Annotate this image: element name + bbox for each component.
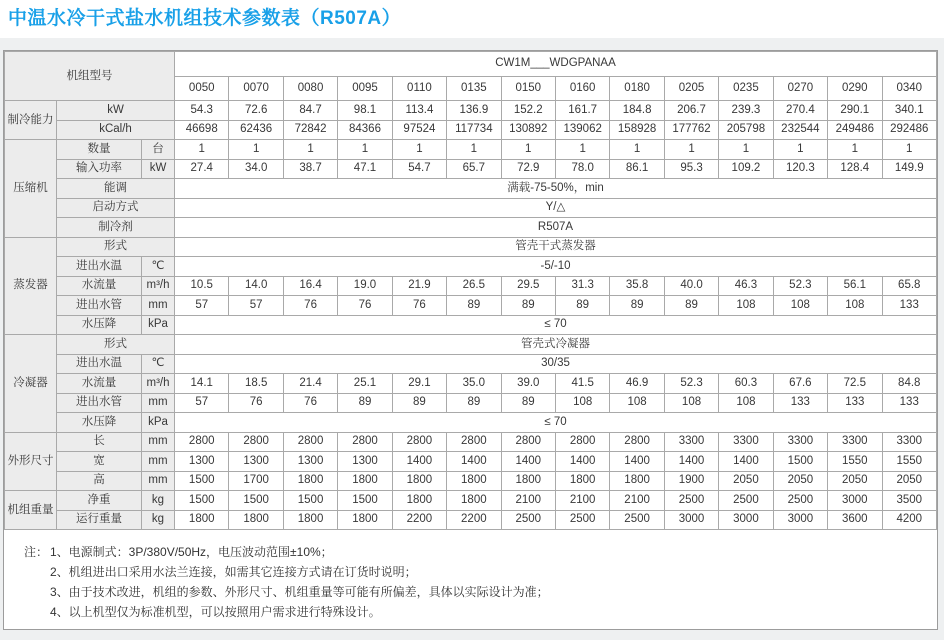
value-cell: 249486 — [828, 120, 882, 140]
value-cell: 1 — [719, 140, 773, 160]
value-cell: 2200 — [447, 510, 501, 530]
unit-cell: kg — [142, 491, 175, 511]
unit-cell: mm — [142, 296, 175, 316]
label-cell: 启动方式 — [57, 198, 175, 218]
value-cell: 2800 — [175, 432, 229, 452]
value-cell: 1400 — [392, 452, 446, 472]
value-cell: 18.5 — [229, 374, 283, 394]
value-cell: 76 — [229, 393, 283, 413]
value-cell: 1800 — [447, 491, 501, 511]
value-cell: 2100 — [501, 491, 555, 511]
model-number-cell: 0235 — [719, 76, 773, 101]
value-cell: 89 — [501, 393, 555, 413]
value-cell: 14.1 — [175, 374, 229, 394]
value-cell: 41.5 — [555, 374, 609, 394]
note-line — [24, 542, 927, 562]
value-cell: 65.7 — [447, 159, 501, 179]
value-cell: 52.3 — [773, 276, 827, 296]
value-cell: 1 — [610, 140, 664, 160]
group-cell: 机组重量 — [5, 491, 57, 530]
value-cell: 1400 — [447, 452, 501, 472]
value-cell: 29.1 — [392, 374, 446, 394]
label-cell: 长 — [57, 432, 142, 452]
table-row — [5, 432, 937, 452]
value-cell: 3000 — [719, 510, 773, 530]
table-row — [5, 198, 937, 218]
value-cell: 2800 — [501, 432, 555, 452]
value-cell: 72.6 — [229, 101, 283, 121]
value-cell: 1 — [555, 140, 609, 160]
value-cell: 46698 — [175, 120, 229, 140]
value-cell: 26.5 — [447, 276, 501, 296]
value-cell: 2500 — [555, 510, 609, 530]
label-cell: 制冷剂 — [57, 218, 175, 238]
value-cell: 1 — [664, 140, 718, 160]
value-cell: 2500 — [719, 491, 773, 511]
value-cell: 108 — [610, 393, 664, 413]
model-number-cell: 0070 — [229, 76, 283, 101]
value-cell: 35.0 — [447, 374, 501, 394]
value-cell: 52.3 — [664, 374, 718, 394]
value-cell: 47.1 — [338, 159, 392, 179]
merged-value-cell: ≤ 70 — [175, 413, 937, 433]
label-cell: 进出水管 — [57, 393, 142, 413]
value-cell: 1500 — [229, 491, 283, 511]
value-cell: 177762 — [664, 120, 718, 140]
page-title: 中温水冷干式盐水机组技术参数表（R507A） — [8, 8, 402, 29]
label-cell: kCal/h — [57, 120, 175, 140]
unit-cell: kW — [142, 159, 175, 179]
value-cell: 3000 — [664, 510, 718, 530]
value-cell: 1800 — [338, 471, 392, 491]
value-cell: 2050 — [719, 471, 773, 491]
value-cell: 133 — [882, 296, 937, 316]
value-cell: 97524 — [392, 120, 446, 140]
value-cell: 340.1 — [882, 101, 937, 121]
value-cell: 1 — [501, 140, 555, 160]
table-row — [5, 179, 937, 199]
model-number-cell: 0270 — [773, 76, 827, 101]
value-cell: 1800 — [392, 471, 446, 491]
value-cell: 1 — [447, 140, 501, 160]
value-cell: 89 — [610, 296, 664, 316]
label-cell: 净重 — [57, 491, 142, 511]
value-cell: 86.1 — [610, 159, 664, 179]
value-cell: 133 — [773, 393, 827, 413]
value-cell: 1800 — [229, 510, 283, 530]
value-cell: 3300 — [828, 432, 882, 452]
value-cell: 113.4 — [392, 101, 446, 121]
table-row — [5, 452, 937, 472]
label-cell: 水压降 — [57, 315, 142, 335]
value-cell: 46.3 — [719, 276, 773, 296]
value-cell: 149.9 — [882, 159, 937, 179]
value-cell: 161.7 — [555, 101, 609, 121]
value-cell: 120.3 — [773, 159, 827, 179]
value-cell: 2500 — [773, 491, 827, 511]
value-cell: 2800 — [610, 432, 664, 452]
model-number-cell: 0135 — [447, 76, 501, 101]
value-cell: 1300 — [175, 452, 229, 472]
label-cell: 水流量 — [57, 374, 142, 394]
value-cell: 1500 — [175, 471, 229, 491]
model-number-cell: 0050 — [175, 76, 229, 101]
table-row — [5, 491, 937, 511]
table-row — [5, 159, 937, 179]
value-cell: 1 — [175, 140, 229, 160]
value-cell: 2800 — [392, 432, 446, 452]
value-cell: 232544 — [773, 120, 827, 140]
label-cell: 形式 — [57, 335, 175, 355]
series-name-cell: CW1M___WDGPANAA — [175, 52, 937, 77]
note-text: 1、电源制式：3P/380V/50Hz，电压波动范围±10%； — [50, 545, 333, 559]
value-cell: 10.5 — [175, 276, 229, 296]
merged-value-cell: 30/35 — [175, 354, 937, 374]
table-row — [5, 257, 937, 277]
value-cell: 1900 — [664, 471, 718, 491]
value-cell: 108 — [555, 393, 609, 413]
value-cell: 3300 — [719, 432, 773, 452]
value-cell: 89 — [664, 296, 718, 316]
notes-block — [4, 530, 937, 622]
table-row — [5, 510, 937, 530]
note-line: 2、机组进出口采用水法兰连接，如需其它连接方式请在订货时说明； — [50, 565, 417, 579]
value-cell: 84.8 — [882, 374, 937, 394]
value-cell: 108 — [664, 393, 718, 413]
value-cell: 3300 — [664, 432, 718, 452]
unit-cell: kPa — [142, 315, 175, 335]
value-cell: 1800 — [283, 510, 337, 530]
label-cell: 宽 — [57, 452, 142, 472]
value-cell: 89 — [338, 393, 392, 413]
value-cell: 98.1 — [338, 101, 392, 121]
value-cell: 57 — [229, 296, 283, 316]
value-cell: 54.3 — [175, 101, 229, 121]
value-cell: 239.3 — [719, 101, 773, 121]
value-cell: 2500 — [610, 510, 664, 530]
value-cell: 117734 — [447, 120, 501, 140]
merged-value-cell: -5/-10 — [175, 257, 937, 277]
value-cell: 3500 — [882, 491, 937, 511]
value-cell: 206.7 — [664, 101, 718, 121]
value-cell: 3300 — [773, 432, 827, 452]
model-header-cell: 机组型号 — [5, 52, 175, 101]
value-cell: 1500 — [773, 452, 827, 472]
model-number-cell: 0205 — [664, 76, 718, 101]
value-cell: 270.4 — [773, 101, 827, 121]
value-cell: 16.4 — [283, 276, 337, 296]
model-number-cell: 0095 — [338, 76, 392, 101]
merged-value-cell: 管壳式冷凝器 — [175, 335, 937, 355]
value-cell: 2800 — [555, 432, 609, 452]
value-cell: 1800 — [175, 510, 229, 530]
value-cell: 2100 — [555, 491, 609, 511]
value-cell: 84.7 — [283, 101, 337, 121]
table-row — [5, 393, 937, 413]
value-cell: 2200 — [392, 510, 446, 530]
value-cell: 31.3 — [555, 276, 609, 296]
table-row — [5, 354, 937, 374]
label-cell: 水压降 — [57, 413, 142, 433]
value-cell: 133 — [828, 393, 882, 413]
value-cell: 57 — [175, 296, 229, 316]
table-row — [5, 101, 937, 121]
table-row — [5, 276, 937, 296]
value-cell: 89 — [447, 296, 501, 316]
value-cell: 1400 — [555, 452, 609, 472]
value-cell: 3300 — [882, 432, 937, 452]
value-cell: 1800 — [555, 471, 609, 491]
group-cell: 蒸发器 — [5, 237, 57, 335]
value-cell: 2050 — [773, 471, 827, 491]
value-cell: 152.2 — [501, 101, 555, 121]
value-cell: 108 — [719, 393, 773, 413]
value-cell: 130892 — [501, 120, 555, 140]
value-cell: 2050 — [882, 471, 937, 491]
table-row — [5, 120, 937, 140]
value-cell: 2800 — [283, 432, 337, 452]
value-cell: 60.3 — [719, 374, 773, 394]
label-cell: 运行重量 — [57, 510, 142, 530]
value-cell: 290.1 — [828, 101, 882, 121]
value-cell: 4200 — [882, 510, 937, 530]
value-cell: 3000 — [828, 491, 882, 511]
value-cell: 1 — [338, 140, 392, 160]
value-cell: 1500 — [338, 491, 392, 511]
table-row — [5, 374, 937, 394]
label-cell: 进出水管 — [57, 296, 142, 316]
value-cell: 72.5 — [828, 374, 882, 394]
value-cell: 29.5 — [501, 276, 555, 296]
value-cell: 108 — [828, 296, 882, 316]
merged-value-cell: Y/△ — [175, 198, 937, 218]
value-cell: 292486 — [882, 120, 937, 140]
spec-table — [4, 51, 937, 530]
value-cell: 27.4 — [175, 159, 229, 179]
value-cell: 89 — [501, 296, 555, 316]
table-row — [5, 218, 937, 238]
value-cell: 1400 — [664, 452, 718, 472]
value-cell: 2800 — [229, 432, 283, 452]
value-cell: 62436 — [229, 120, 283, 140]
value-cell: 158928 — [610, 120, 664, 140]
value-cell: 21.9 — [392, 276, 446, 296]
group-cell: 冷凝器 — [5, 335, 57, 433]
group-cell: 制冷能力 — [5, 101, 57, 140]
value-cell: 1400 — [610, 452, 664, 472]
table-row — [5, 413, 937, 433]
value-cell: 25.1 — [338, 374, 392, 394]
unit-cell: mm — [142, 432, 175, 452]
value-cell: 72842 — [283, 120, 337, 140]
value-cell: 1800 — [338, 510, 392, 530]
value-cell: 40.0 — [664, 276, 718, 296]
value-cell: 84366 — [338, 120, 392, 140]
value-cell: 2500 — [501, 510, 555, 530]
value-cell: 2050 — [828, 471, 882, 491]
value-cell: 3000 — [773, 510, 827, 530]
value-cell: 136.9 — [447, 101, 501, 121]
label-cell: kW — [57, 101, 175, 121]
merged-value-cell: 管壳干式蒸发器 — [175, 237, 937, 257]
value-cell: 1800 — [501, 471, 555, 491]
value-cell: 65.8 — [882, 276, 937, 296]
value-cell: 1500 — [175, 491, 229, 511]
value-cell: 133 — [882, 393, 937, 413]
label-cell: 进出水温 — [57, 354, 142, 374]
value-cell: 205798 — [719, 120, 773, 140]
table-row — [5, 335, 937, 355]
value-cell: 89 — [447, 393, 501, 413]
value-cell: 21.4 — [283, 374, 337, 394]
model-number-cell: 0290 — [828, 76, 882, 101]
value-cell: 89 — [392, 393, 446, 413]
value-cell: 1800 — [283, 471, 337, 491]
value-cell: 1500 — [283, 491, 337, 511]
value-cell: 108 — [719, 296, 773, 316]
value-cell: 1400 — [501, 452, 555, 472]
value-cell: 1300 — [338, 452, 392, 472]
value-cell: 2800 — [447, 432, 501, 452]
unit-cell: ℃ — [142, 354, 175, 374]
note-line: 4、以上机型仅为标准机型，可以按照用户需求进行特殊设计。 — [50, 605, 381, 619]
value-cell: 109.2 — [719, 159, 773, 179]
unit-cell: m³/h — [142, 374, 175, 394]
label-cell: 数量 — [57, 140, 142, 160]
value-cell: 72.9 — [501, 159, 555, 179]
unit-cell: mm — [142, 471, 175, 491]
unit-cell: 台 — [142, 140, 175, 160]
value-cell: 54.7 — [392, 159, 446, 179]
label-cell: 能调 — [57, 179, 175, 199]
label-cell: 进出水温 — [57, 257, 142, 277]
unit-cell: kPa — [142, 413, 175, 433]
value-cell: 1300 — [229, 452, 283, 472]
value-cell: 67.6 — [773, 374, 827, 394]
merged-value-cell: ≤ 70 — [175, 315, 937, 335]
unit-cell: ℃ — [142, 257, 175, 277]
merged-value-cell: 满载-75-50%，min — [175, 179, 937, 199]
value-cell: 56.1 — [828, 276, 882, 296]
value-cell: 38.7 — [283, 159, 337, 179]
value-cell: 46.9 — [610, 374, 664, 394]
value-cell: 1 — [229, 140, 283, 160]
label-cell: 高 — [57, 471, 142, 491]
table-row — [5, 315, 937, 335]
value-cell: 1300 — [283, 452, 337, 472]
value-cell: 95.3 — [664, 159, 718, 179]
value-cell: 108 — [773, 296, 827, 316]
value-cell: 35.8 — [610, 276, 664, 296]
value-cell: 3600 — [828, 510, 882, 530]
value-cell: 1800 — [392, 491, 446, 511]
value-cell: 14.0 — [229, 276, 283, 296]
value-cell: 1400 — [719, 452, 773, 472]
unit-cell: mm — [142, 393, 175, 413]
label-cell: 水流量 — [57, 276, 142, 296]
value-cell: 57 — [175, 393, 229, 413]
value-cell: 1 — [283, 140, 337, 160]
value-cell: 1700 — [229, 471, 283, 491]
label-cell: 输入功率 — [57, 159, 142, 179]
value-cell: 184.8 — [610, 101, 664, 121]
value-cell: 1 — [773, 140, 827, 160]
value-cell: 76 — [283, 296, 337, 316]
spec-panel — [3, 50, 938, 630]
group-cell: 外形尺寸 — [5, 432, 57, 491]
value-cell: 1550 — [882, 452, 937, 472]
value-cell: 76 — [338, 296, 392, 316]
table-row — [5, 237, 937, 257]
value-cell: 2800 — [338, 432, 392, 452]
unit-cell: mm — [142, 452, 175, 472]
value-cell: 76 — [283, 393, 337, 413]
value-cell: 1 — [828, 140, 882, 160]
value-cell: 139062 — [555, 120, 609, 140]
unit-cell: m³/h — [142, 276, 175, 296]
group-cell: 压缩机 — [5, 140, 57, 238]
value-cell: 1800 — [610, 471, 664, 491]
value-cell: 39.0 — [501, 374, 555, 394]
model-number-cell: 0150 — [501, 76, 555, 101]
note-line: 3、由于技术改进，机组的参数、外形尺寸、机组重量等可能有所偏差，具体以实际设计为准； — [50, 585, 549, 599]
label-cell: 形式 — [57, 237, 175, 257]
model-number-cell: 0110 — [392, 76, 446, 101]
table-row — [5, 296, 937, 316]
unit-cell: kg — [142, 510, 175, 530]
merged-value-cell: R507A — [175, 218, 937, 238]
model-number-cell: 0080 — [283, 76, 337, 101]
table-row — [5, 471, 937, 491]
value-cell: 2500 — [664, 491, 718, 511]
value-cell: 1 — [882, 140, 937, 160]
value-cell: 1800 — [447, 471, 501, 491]
model-number-cell: 0180 — [610, 76, 664, 101]
value-cell: 89 — [555, 296, 609, 316]
table-row — [5, 140, 937, 160]
table-row — [5, 52, 937, 77]
value-cell: 128.4 — [828, 159, 882, 179]
value-cell: 1550 — [828, 452, 882, 472]
note-prefix: 注： — [24, 545, 49, 559]
model-number-cell: 0340 — [882, 76, 937, 101]
value-cell: 1 — [392, 140, 446, 160]
model-number-cell: 0160 — [555, 76, 609, 101]
value-cell: 34.0 — [229, 159, 283, 179]
value-cell: 78.0 — [555, 159, 609, 179]
value-cell: 19.0 — [338, 276, 392, 296]
value-cell: 2100 — [610, 491, 664, 511]
value-cell: 76 — [392, 296, 446, 316]
